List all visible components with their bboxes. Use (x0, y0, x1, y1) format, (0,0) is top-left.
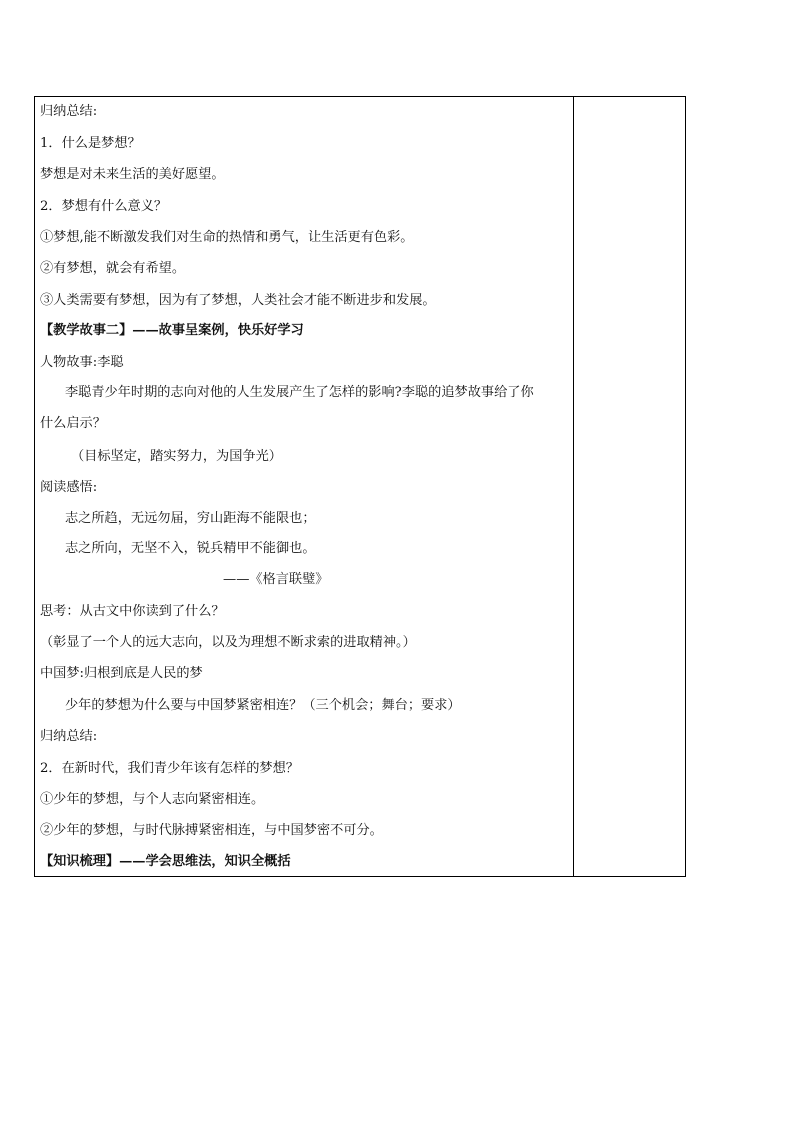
answer-2-item-2: ②有梦想，就会有希望。 (40, 261, 186, 276)
answer-2-item-3: ③人类需要有梦想，因为有了梦想，人类社会才能不断进步和发展。 (40, 293, 436, 308)
column-divider (573, 97, 574, 876)
reading-heading: 阅读感悟: (40, 480, 98, 495)
quote-source: ——《格言联璧》 (223, 572, 329, 587)
answer-3-item-1: ①少年的梦想，与个人志向紧密相连。 (40, 792, 265, 807)
quote-line-2: 志之所向，无坚不入，锐兵精甲不能御也。 (65, 541, 316, 556)
story-question: 李聪青少年时期的志向对他的人生发展产生了怎样的影响?李聪的追梦故事给了你 (65, 385, 534, 400)
china-dream-question: 少年的梦想为什么要与中国梦紧密相连？（三个机会；舞台；要求） (65, 698, 461, 713)
china-dream-heading: 中国梦:归根到底是人民的梦 (40, 666, 203, 681)
question-3: 2．在新时代，我们青少年该有怎样的梦想？ (40, 761, 299, 776)
think-question: 思考：从古文中你读到了什么？ (40, 604, 225, 619)
story-title: 人物故事:李聪 (40, 355, 124, 370)
quote-line-1: 志之所趋，无远勿届，穷山距海不能限也； (65, 511, 316, 526)
knowledge-section-heading: 【知识梳理】——学会思维法，知识全概括 (40, 854, 291, 869)
think-answer: （彰显了一个人的远大志向，以及为理想不断求索的进取精神。） (40, 635, 416, 650)
answer-2-item-1: ①梦想,能不断激发我们对生命的热情和勇气，让生活更有色彩。 (40, 230, 414, 245)
lesson-table (34, 96, 686, 877)
answer-3-item-2: ②少年的梦想，与时代脉搏紧密相连，与中国梦密不可分。 (40, 823, 383, 838)
question-1: 1．什么是梦想？ (40, 136, 141, 151)
story-answer: （目标坚定，踏实努力，为国争光） (71, 449, 282, 464)
question-2: 2．梦想有什么意义？ (40, 199, 168, 214)
story-section-heading: 【教学故事二】——故事呈案例，快乐好学习 (40, 323, 304, 338)
summary-heading-2: 归纳总结: (40, 729, 98, 744)
summary-heading: 归纳总结: (40, 104, 98, 119)
answer-1: 梦想是对未来生活的美好愿望。 (40, 167, 225, 182)
story-question-cont: 什么启示？ (40, 416, 106, 431)
